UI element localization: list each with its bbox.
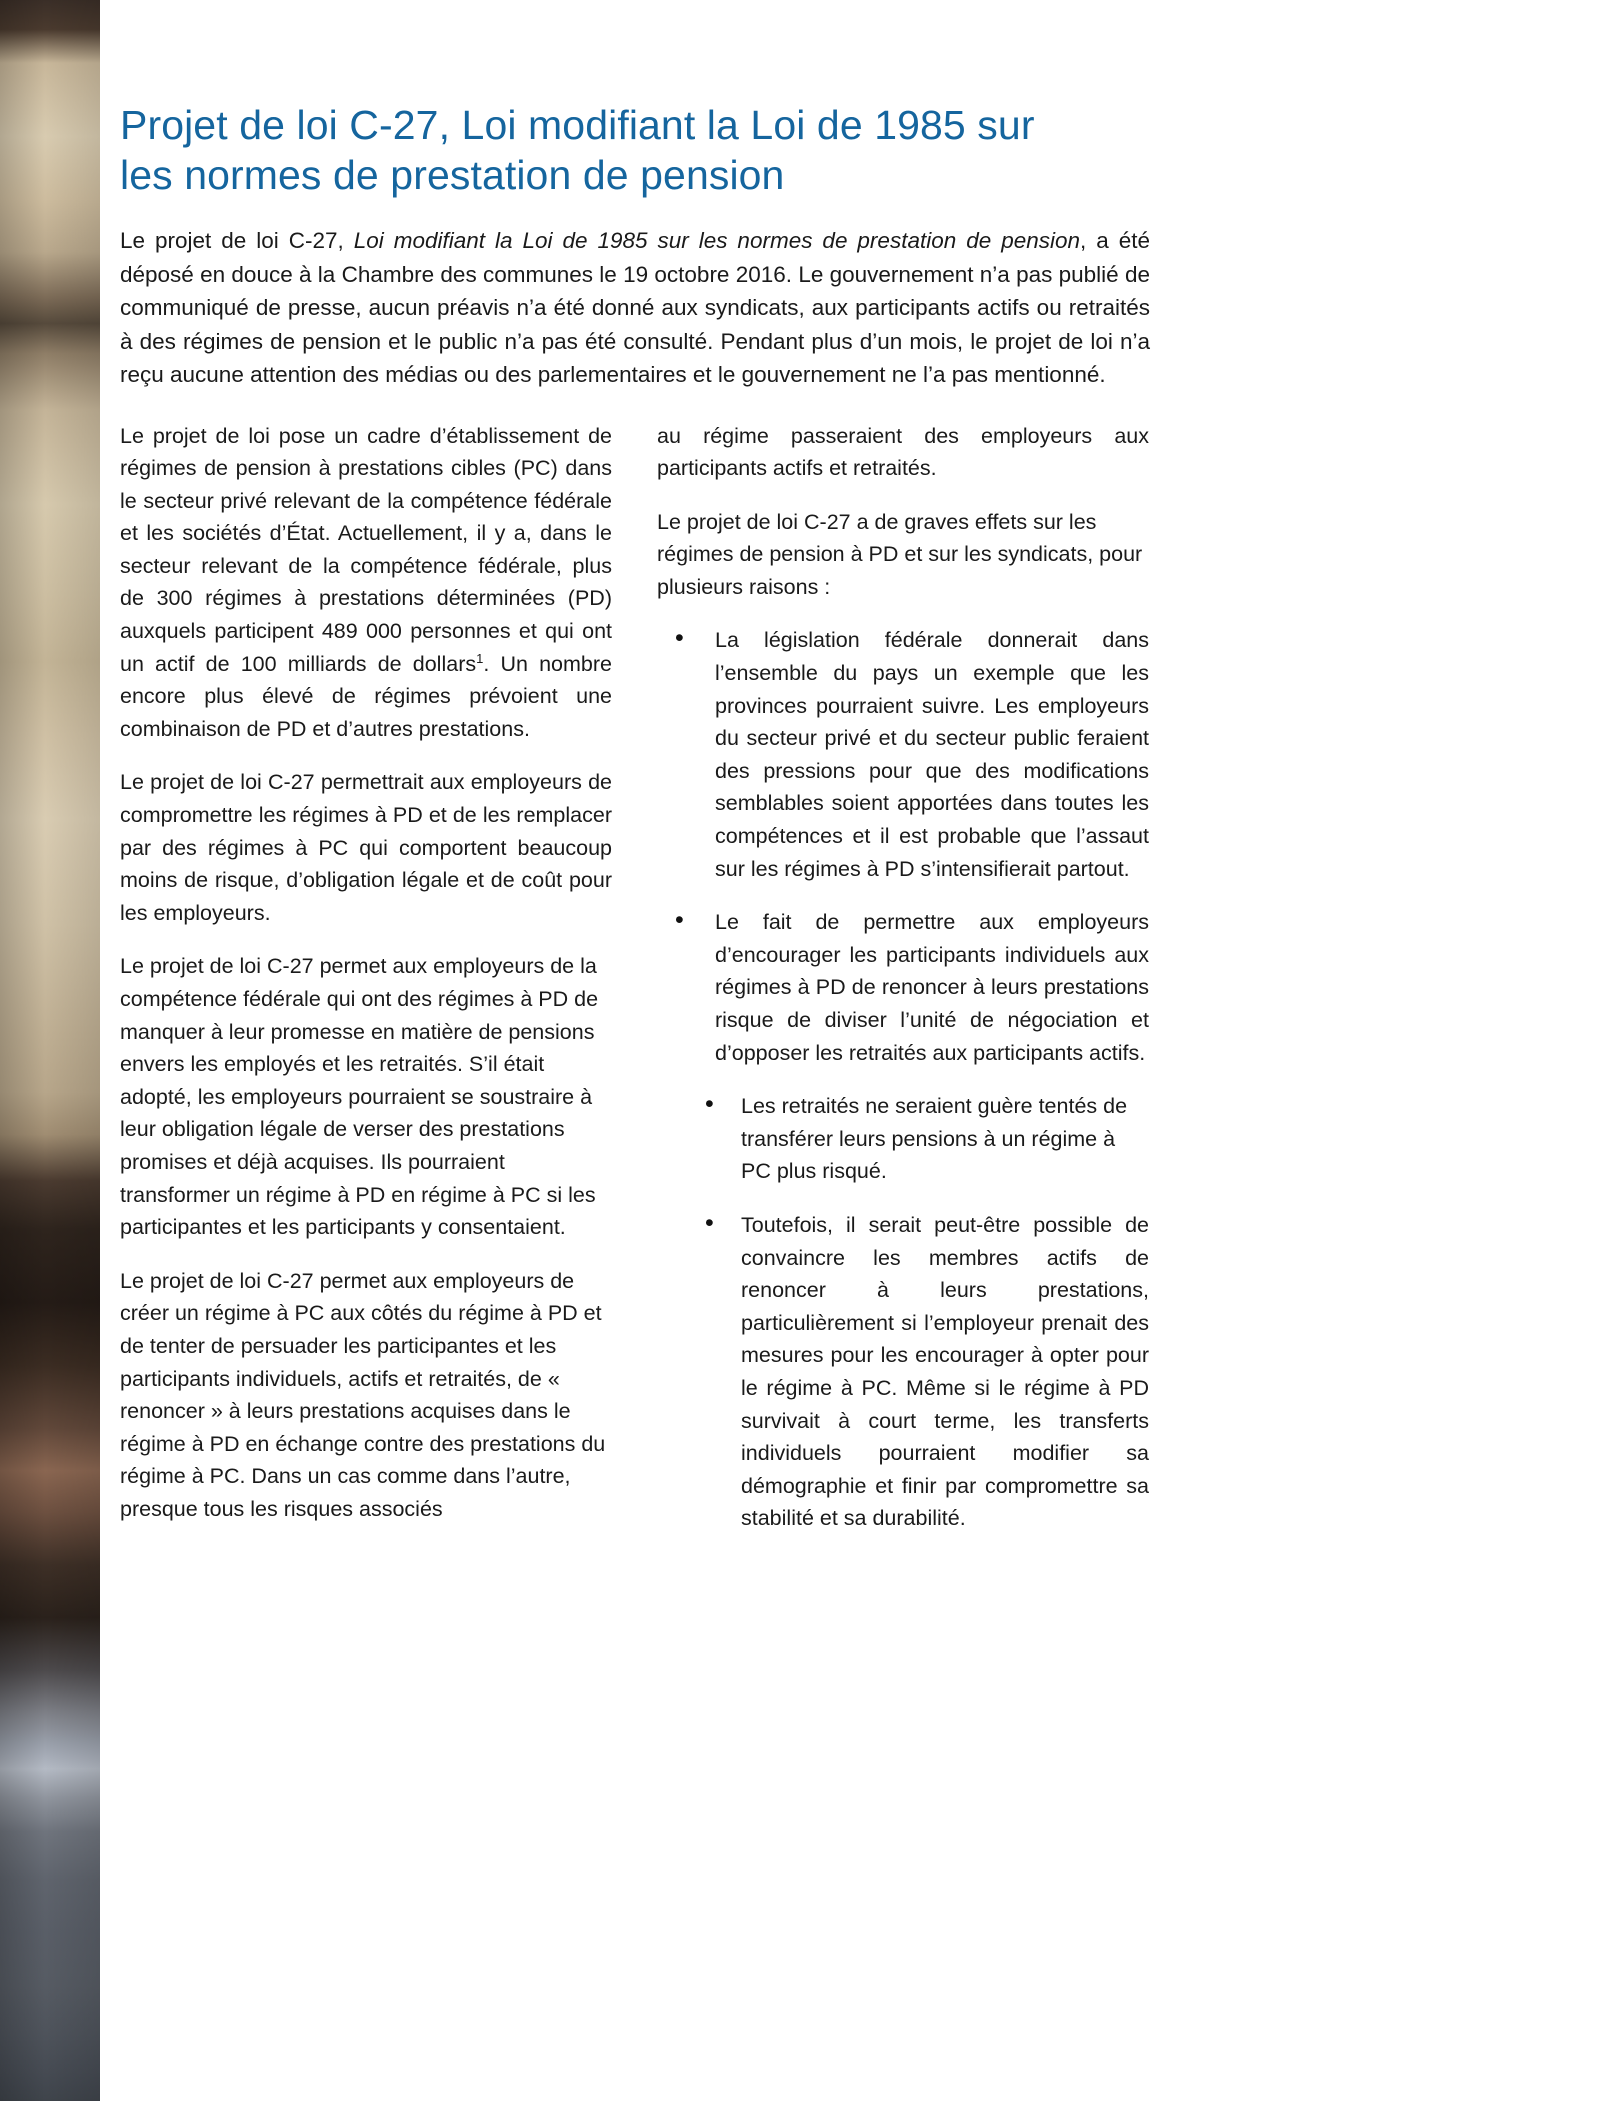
list-item: • Les retraités ne seraient guère tentés de transférer leurs pensions à un régime à PC plus risqué. xyxy=(697,1090,1149,1188)
left-paragraph-1-part-a: Le projet de loi pose un cadre d’établissement de régimes de pension à prestations cibles (PC) dans le secteur privé relevant de la compétence fédérale et les sociétés d’État. Actuellement, il y a, dans le secteur relevant de la compétence fédérale, plus de 300 régimes à prestations déterminées (PD) auxquels participent 489 000 personnes et qui ont un actif de 100 milliards de dollars xyxy=(120,423,612,676)
right-paragraph-1: au régime passeraient des employeurs aux participants actifs et retraités. xyxy=(657,423,1149,481)
document-content xyxy=(120,100,1160,1556)
intro-text-after: , a été déposé en douce à la Chambre des communes le 19 octobre 2016. Le gouvernement n’a pas publié de communiqué de presse, aucun préavis n’a été donné aux syndicats, aux participants actifs ou retraités à des régimes de pension et le public n’a pas été consulté. Pendant plus d’un mois, le projet de loi n’a reçu aucune attention des médias ou des parlementaires et le gouvernement ne l’a pas mentionné. xyxy=(120,228,1150,387)
intro-italic-title: Loi modifiant la Loi de 1985 sur les normes de prestation de pension xyxy=(353,228,1081,253)
left-paragraph-4: Le projet de loi C-27 permet aux employeurs de créer un régime à PC aux côtés du régime à PD et de tenter de persuader les participantes et les participants individuels, actifs et retraités, de « renoncer » à leurs prestations acquises dans le régime à PD en échange contre des prestations du régime à PC. Dans un cas comme dans l’autre, presque tous les risques associés xyxy=(120,1268,606,1521)
bullet-list xyxy=(657,624,1149,1069)
intro-text-before: Le projet de loi C-27, xyxy=(120,228,354,253)
page-title-line-2: les normes de prestation de pension xyxy=(120,152,785,198)
footnote-marker-1[interactable]: 1 xyxy=(476,650,484,666)
left-paragraph-1 xyxy=(120,420,612,746)
list-item: • Le fait de permettre aux employeurs d’encourager les participants individuels aux régimes à PD de renoncer à leurs prestations risque de diviser l’unité de négociation et d’opposer les retraités aux participants actifs. xyxy=(657,906,1149,1069)
list-item: • La législation fédérale donnerait dans l’ensemble du pays un exemple que les provinces pourraient suivre. Les employeurs du secteur privé et du secteur public feraient des pressions pour que des modifications semblables soient apportées dans toutes les compétences et il est probable que l’assaut sur les régimes à PD s’intensifierait partout. xyxy=(657,624,1149,885)
left-paragraph-2: Le projet de loi C-27 permettrait aux employeurs de compromettre les régimes à PD et de les remplacer par des régimes à PC qui comportent beaucoup moins de risque, d’obligation légale et de coût pour les employeurs. xyxy=(120,770,612,925)
left-paragraph-3: Le projet de loi C-27 permet aux employeurs de la compétence fédérale qui ont des régimes à PD de manquer à leur promesse en matière de pensions envers les employés et les retraités. S’il était adopté, les employeurs pourraient se soustraire à leur obligation légale de verser des prestations promises et déjà acquises. Ils pourraient transformer un régime à PD en régime à PC si les participantes et les participants y consentaient. xyxy=(120,954,599,1240)
left-column xyxy=(120,420,612,1556)
list-item: • Toutefois, il serait peut-être possible de convaincre les membres actifs de renoncer à leurs prestations, particulièrement si l’employeur prenait des mesures pour les encourager à opter pour le régime à PC. Même si le régime à PD survivait à court terme, les transferts individuels pourraient modifier sa démographie et finir par compromettre sa stabilité et sa durabilité. xyxy=(697,1209,1149,1535)
page-title-line-1: Projet de loi C-27, Loi modifiant la Loi de 1985 sur xyxy=(120,102,1035,148)
left-photo-strip xyxy=(0,0,100,2101)
right-paragraph-2: Le projet de loi C-27 a de graves effets sur les régimes de pension à PD et sur les syndicats, pour plusieurs raisons : xyxy=(657,509,1143,599)
sub-bullet-list xyxy=(697,1090,1149,1535)
page-title xyxy=(120,100,1080,200)
left-paragraph-1-part-b: . Un nombre encore plus élevé de régimes prévoient une combinaison de PD et d’autres prestations. xyxy=(120,651,612,741)
right-column xyxy=(657,420,1149,1556)
intro-paragraph xyxy=(120,224,1150,392)
document-page xyxy=(100,0,1624,2101)
two-column-body xyxy=(120,420,1150,1556)
